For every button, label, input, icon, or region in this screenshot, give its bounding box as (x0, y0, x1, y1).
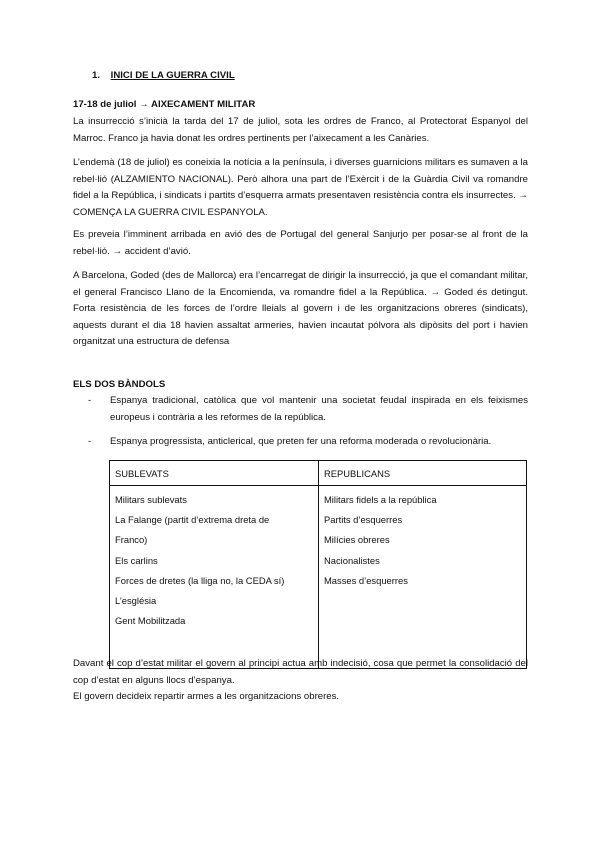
paragraph-3: Es preveia l’imminent arribada en avió des de Portugal del general Sanjurjo per posar-se al front de la rebel·lió. → accident d’avió. (73, 229, 528, 257)
closing-paragraph: Davant el cop d’estat militar el govern al principi actua amb indecisió, cosa que permet la consolidació del cop d’estat en alguns llocs d’espanya. (73, 658, 528, 686)
list-item (88, 393, 528, 426)
cell-sublevats (110, 486, 319, 669)
list-item-text: Espanya tradicional, catòlica que vol mantenir una societat feudal inspirada en els feixismes europeus i contrària a les reformes de la república. (110, 395, 528, 423)
list-item-text: Espanya progressista, anticlerical, que preten fer una reforma moderada o revolucionària. (110, 436, 492, 447)
section-heading (92, 70, 235, 81)
list-item (88, 434, 528, 451)
sublevats-item: Militars sublevats (115, 494, 187, 505)
republicans-item: Nacionalistes (324, 554, 380, 566)
header-republicans: REPUBLICANS (319, 461, 527, 486)
heading-number: 1. (92, 70, 101, 81)
table-header-row (110, 461, 527, 486)
subtitle-bandols: ELS DOS BÀNDOLS (73, 379, 166, 390)
republicans-item: Militars fidels a la república (324, 494, 437, 505)
sublevats-item: La Falange (partit d’extrema dreta de (115, 514, 270, 526)
republicans-item: Partits d’esquerres (324, 514, 403, 526)
bandols-table (109, 460, 527, 669)
sublevats-item: L’església (115, 595, 157, 607)
header-sublevats: SUBLEVATS (110, 461, 319, 486)
closing-line: El govern decideix repartir armes a les organitzacions obreres. (73, 691, 340, 702)
dash-marker: - (88, 395, 92, 406)
sublevats-item: Forces de dretes (la lliga no, la CEDA sí) (115, 574, 285, 586)
cell-republicans (319, 486, 527, 669)
dash-marker: - (88, 436, 92, 447)
republicans-item: Masses d’esquerres (324, 574, 408, 586)
republicans-item: Milícies obreres (324, 534, 390, 546)
paragraph-1: La insurrecció s’inicià la tarda del 17 de juliol, sota les ordres de Franco, al Protectorat Espanyol del Marroc. Franco ja havia donat les ordres pertinents per l’aixecament a les Canàries. (73, 116, 528, 144)
sublevats-item: Gent Mobilitzada (115, 615, 186, 627)
paragraph-4: A Barcelona, Goded (des de Mallorca) era l’encarregat de dirigir la insurrecció, ja que el comandant militar, el general Francisco Llano de la Encomienda, va romandre fidel a la República. → Goded és detingut. Forta resistència de les forces de l’ordre lleials al govern i de les organitzacions obreres (sindicats), aquests durant el dia 18 havien assaltat armeries, havien incautat pólvora als dipòsits del port i havien organitzat una estructura de defensa (73, 270, 528, 347)
heading-title: INICI DE LA GUERRA CIVIL (110, 70, 235, 81)
sublevats-item: Franco) (115, 534, 148, 546)
subtitle-aixecament: 17-18 de juliol → AIXECAMENT MILITAR (73, 99, 256, 110)
sublevats-item: Els carlins (115, 554, 158, 566)
paragraph-2: L’endemà (18 de juliol) es coneixia la notícia a la península, i diverses guarnicions militars es sumaven a la rebel·lió (ALZAMIENTO NACIONAL). Però alhora una part de l’Exèrcit i de la Guàrdia Civil va romandre fidel a la República, i sindicats i partits d’esquerra armats presentaven resistència contra els insurrectes. → COMENÇA LA GUERRA CIVIL ESPANYOLA. (73, 157, 528, 218)
table-row (110, 486, 527, 669)
